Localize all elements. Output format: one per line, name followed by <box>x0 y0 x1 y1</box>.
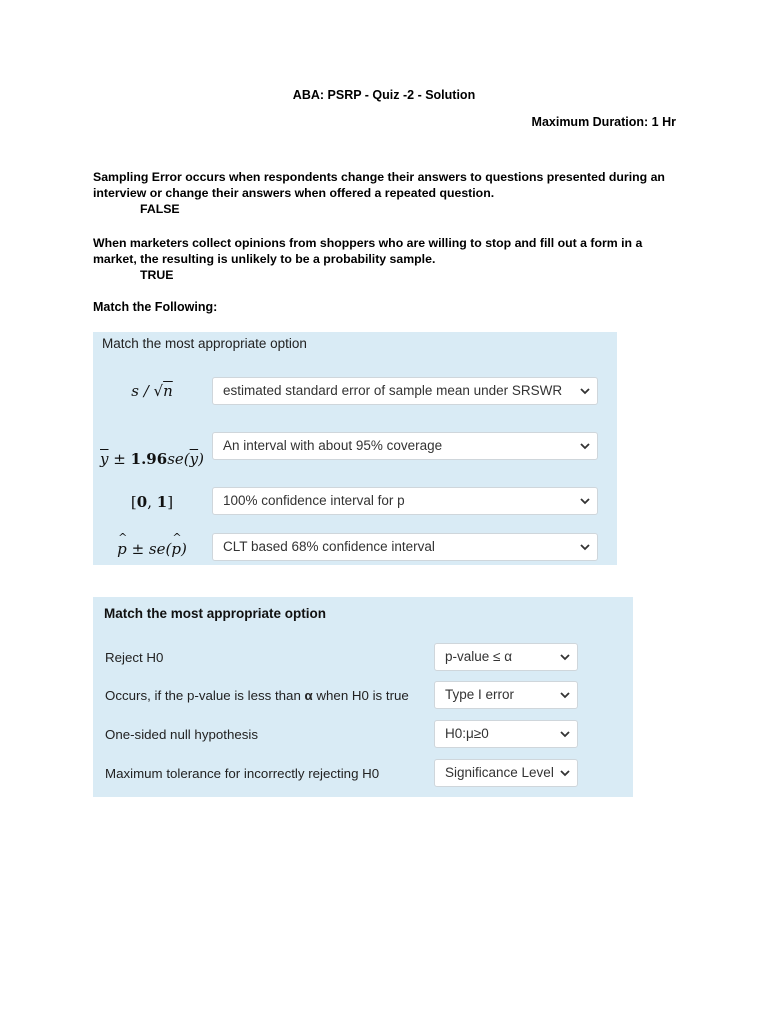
select-value: Significance Level <box>445 765 554 780</box>
row-label <box>105 688 409 703</box>
chevron-down-icon <box>579 440 591 452</box>
select-value: estimated standard error of sample mean under SRSWR <box>223 383 563 398</box>
row-label: Reject H0 <box>105 650 164 665</box>
question-1-answer: FALSE <box>140 202 180 216</box>
select-value: CLT based 68% confidence interval <box>223 539 435 554</box>
chevron-down-icon <box>579 385 591 397</box>
select-value: 100% confidence interval for p <box>223 493 405 508</box>
panel-2-heading: Match the most appropriate option <box>104 606 327 621</box>
duration-label: Maximum Duration: 1 Hr <box>531 115 676 129</box>
answer-select[interactable] <box>212 533 598 561</box>
match-row <box>93 432 617 468</box>
row-label: Maximum tolerance for incorrectly rejecting H0 <box>105 766 380 781</box>
answer-select[interactable] <box>434 643 578 671</box>
select-value: H0:μ≥0 <box>445 726 489 741</box>
select-value: Type I error <box>445 687 515 702</box>
question-2 <box>93 235 673 283</box>
select-value: p-value ≤ α <box>445 649 512 664</box>
match-row <box>93 377 617 405</box>
chevron-down-icon <box>559 728 571 740</box>
select-value: An interval with about 95% coverage <box>223 438 443 453</box>
document-title: ABA: PSRP - Quiz -2 - Solution <box>292 88 476 102</box>
row-label-text: Occurs, if the p-value is less than <box>105 688 305 703</box>
answer-select[interactable] <box>212 487 598 515</box>
row-label-text: when H0 is true <box>312 688 409 703</box>
alpha-symbol: α <box>304 688 313 703</box>
question-1-text: Sampling Error occurs when respondents change their answers to questions presented during an interview or change their answers when offered a repeated question. <box>93 170 665 200</box>
chevron-down-icon <box>579 541 591 553</box>
formula-interval-68: ^ p ± se(^ p) <box>93 540 211 558</box>
formula-se-mean: s / √n <box>131 382 173 400</box>
row-label: One-sided null hypothesis <box>105 727 259 742</box>
answer-select[interactable] <box>212 377 598 405</box>
match-panel-hypothesis <box>93 597 633 797</box>
answer-select[interactable] <box>434 681 578 709</box>
answer-select[interactable] <box>434 720 578 748</box>
match-heading: Match the Following: <box>93 300 218 314</box>
match-panel-formulas <box>93 332 617 565</box>
match-row <box>93 533 617 561</box>
formula-interval-95: $\overline{y} \pm 1.96se(\overline{y})$ <box>100 450 204 468</box>
chevron-down-icon <box>559 689 571 701</box>
question-2-answer: TRUE <box>140 268 174 282</box>
question-2-text: When marketers collect opinions from shoppers who are willing to stop and fill out a form in a market, the resulting is unlikely to be a probability sample. <box>93 236 643 266</box>
formula-unit-interval: [0, 1] <box>130 493 174 511</box>
question-1 <box>93 169 673 217</box>
answer-select[interactable] <box>212 432 598 460</box>
panel-1-heading: Match the most appropriate option <box>102 336 307 351</box>
answer-select[interactable] <box>434 759 578 787</box>
match-row <box>93 487 617 515</box>
chevron-down-icon <box>579 495 591 507</box>
chevron-down-icon <box>559 651 571 663</box>
chevron-down-icon <box>559 767 571 779</box>
